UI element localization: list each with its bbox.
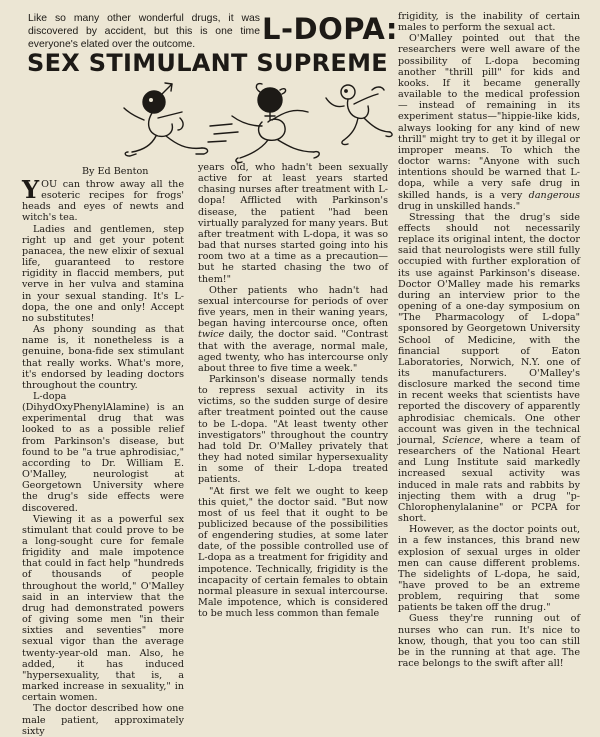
paragraph-text: daily, the doctor said. "Contrast that with the average, normal male, aged twenty, who has intercourse only about three to five time a week." <box>198 329 388 374</box>
paragraph: Parkinson's disease normally tends to repress sexual activity in its victims, so the sudden surge of desire after treatment pointed out the cause to be L-dopa. "At least twenty other investigators" throughout the country had told Dr. O'Malley privately that they had noted similar hypersexuality in some of their L-dopa treated patients. <box>198 373 388 486</box>
emphasis-text: dangerous <box>528 189 580 201</box>
paragraph: Viewing it as a powerful sex stimulant that could prove to be a long-sought cure for female frigidity and male impotence that could in fact help "hundreds of thousands of people throughout the world," O'Malley said in an interview that the drug had demonstrated powers of giving some men "in their sixties and seventies" more sexual vigor than the average twenty-year-old man. Also, he added, it has induced "hypersexuality, that is, a marked increase in sexuality," in certain women. <box>22 513 184 704</box>
paragraph <box>198 285 388 374</box>
paragraph: As phony sounding as that name is, it nonetheless is a genuine, bona-fide sex stimulant that really works. What's more, it's endorsed by leading doctors throughout the country. <box>22 324 184 391</box>
emphasis-text: Science <box>442 434 481 446</box>
paragraph: Ladies and gentlemen, step right up and get your potent panacea, the new elixir of sexual life, guaranteed to restore rigidity in flaccid members, put verve in her vulva and stamina in your sexual standing. It's L-dopa, the one and only! Accept no substitutes! <box>22 223 184 324</box>
cartoon-chase-illustration <box>122 78 394 166</box>
paragraph-text: Stressing that the drug's side effects should not necessarily replace its original intent, the doctor said that neurologists were still fully occupied with further exploration of its use against Parkinson's disease. Doctor O'Malley made his remarks during an interview prior to the opening of a one-day symposium on "The Pharmacology of L-dopa" sponsored by Georgetown University School of Medicine, with the financial support of Eaton Laboratories, Norwich, N.Y. one of its manufacturers. O'Malley's disclosure marked the second time in recent weeks that scientists have reported the discovery of apparently aphrodisiac chemicals. One other account was given in the technical journal, <box>398 211 580 446</box>
article-column-1 <box>22 175 184 737</box>
article-column-2 <box>198 162 388 619</box>
paragraph: Guess they're running out of nurses who can run. It's nice to know, though, that you too can still be in the running at that age. The race belongs to the swift after all! <box>398 613 580 670</box>
paragraph: The doctor described how one male patient, approximately sixty <box>22 703 184 737</box>
paragraph <box>398 33 580 212</box>
paragraph-text: Other patients who hadn't had sexual intercourse for periods of over five years, men in their waning years, began having intercourse once, often <box>198 284 388 330</box>
paragraph <box>22 175 184 224</box>
paragraph: L-dopa (DihydOxyPhenylAlamine) is an experimental drug that was looked to as a possible relief from Parkinson's disease, but found to be "a true aphrodisiac," according to Dr. William E. O'Malley, neurologist at Georgetown University where the drug's side effects were discovered. <box>22 390 184 514</box>
paragraph-text: drug in unskilled hands." <box>398 200 521 212</box>
byline: By Ed Benton <box>82 166 149 177</box>
headline-sub: SEX STIMULANT SUPREME <box>27 49 388 77</box>
paragraph-text: O'Malley pointed out that the researchers were well aware of the possibility of L-dopa becoming another "thrill pill" for kids and kooks. If it became generally available to the medical profession — instead of remaining in its experiment status—"hippie-like kids, always looking for any kind of new thrill" might try to get it by illegal or improper means. To which the doctor warns: "Anyone with such intentions should be warned that L-dopa, while a very safe drug in skilled hands, is a very <box>398 33 580 201</box>
paragraph: years old, who hadn't been sexually active for at least years started chasing nurses after treatment with L-dopa! Afflicted with Parkinson's disease, the patient "had been virtually paralyzed for many years. But after treatment with L-dopa, it was so bad that nurses started going into his room two at a time as a precaution—but he started chasing the two of them!" <box>198 162 388 285</box>
article-column-3 <box>398 11 580 669</box>
paragraph: "At first we felt we ought to keep this quiet," the doctor said. "But now most of us feel that it ought to be publicized because of the possibilities of engendering studies, at some later date, of the possible controlled use of L-dopa as a treatment for frigidity and impotence. Technically, frigidity is the incapacity of certain females to obtain normal pleasure in sexual intercourse. Male impotence, which is considered to be much less common than female <box>198 485 388 620</box>
paragraph: frigidity, is the inability of certain males to perform the sexual act. <box>398 11 580 34</box>
paragraph: However, as the doctor points out, in a few instances, this brand new explosion of sexual urges in older men can cause different problems. The sidelights of L-dopa, he said, "have proved to be an extreme problem, requiring that some patients be taken off the drug." <box>398 524 580 614</box>
kicker-text: Like so many other wonderful drugs, it was discovered by accident, but this is one time everyone's elated over the outcome. <box>28 13 260 51</box>
drop-cap: Y <box>22 175 40 204</box>
paragraph <box>398 212 580 524</box>
emphasis-text: twice <box>198 329 225 341</box>
headline-main: L-DOPA: <box>262 12 398 46</box>
paragraph-text: , where a team of researchers of the National Heart and Lung Institute said markedly increased sexual activity was induced in male rats and rabbits by injecting them with a drug "p-Chlorophenylalanine" or PCPA for short. <box>398 434 580 525</box>
paragraph-text: OU can throw away all the esoteric recipes for frogs' heads and eyes of newts and witch's tea. <box>22 179 184 224</box>
